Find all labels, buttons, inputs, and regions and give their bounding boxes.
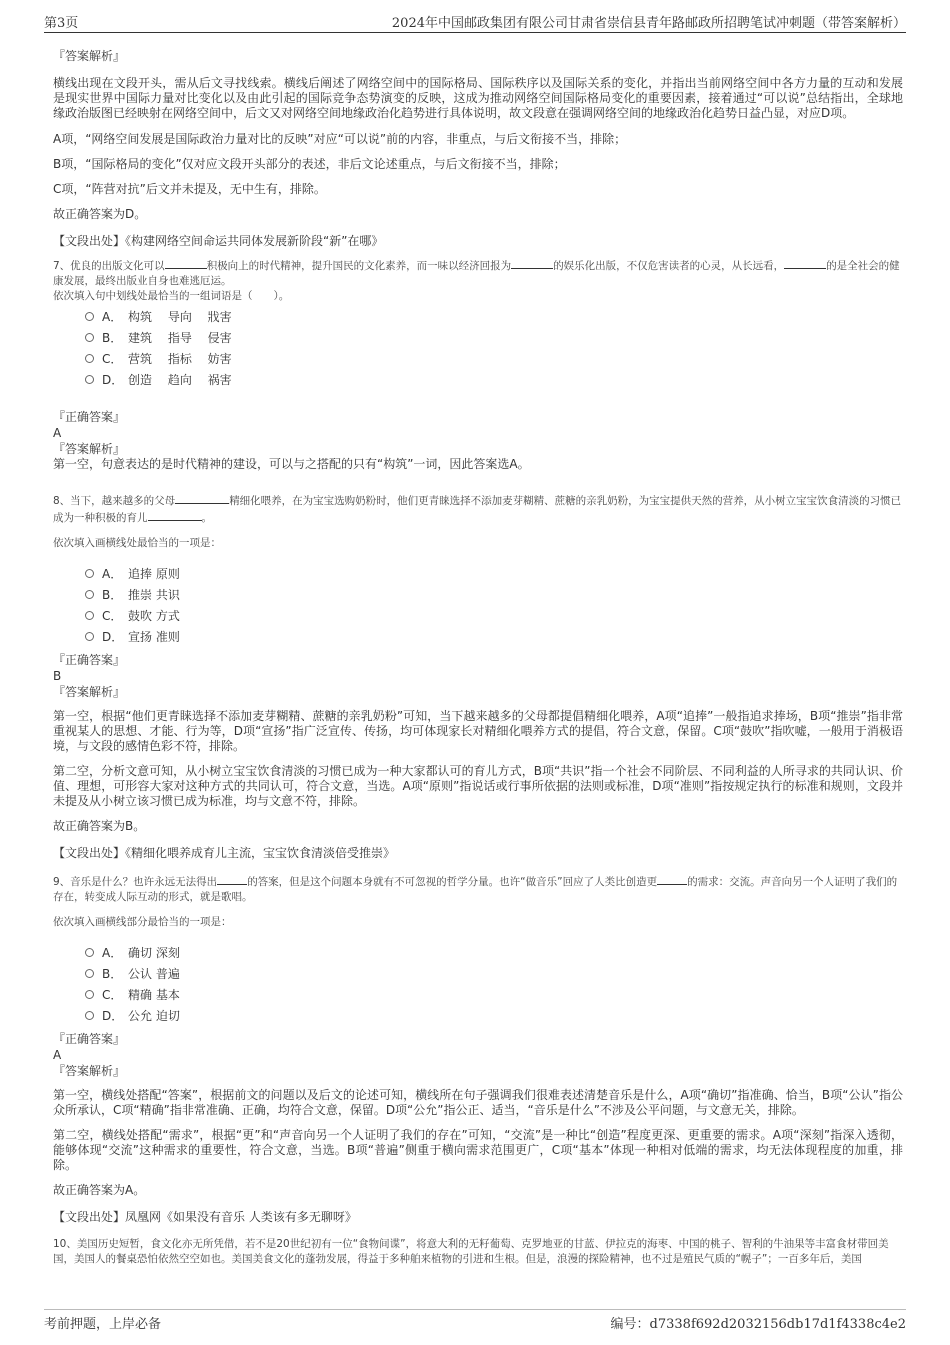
answer-label: 『正确答案』: [53, 653, 126, 667]
radio-icon[interactable]: [85, 590, 94, 599]
blank-line: [217, 873, 247, 885]
option-letter: B．: [102, 331, 123, 345]
footer-divider: [44, 1309, 906, 1310]
radio-icon[interactable]: [85, 1011, 94, 1020]
stem-text: 9、音乐是什么？也许永远无法得出: [53, 876, 218, 888]
analysis-label: 『答案解析』: [53, 49, 126, 63]
option-letter: A．: [102, 310, 123, 324]
radio-icon[interactable]: [85, 375, 94, 384]
page-number: 第3页: [44, 16, 79, 31]
stem-text: 。: [201, 512, 212, 524]
option-letter: D．: [102, 630, 124, 644]
document-id: 编号：d7338f692d2032156db17d1f4338c4e2: [610, 1317, 906, 1332]
radio-icon[interactable]: [85, 312, 94, 321]
analysis-label: 『答案解析』: [53, 685, 126, 699]
stem-text: 7、优良的出版文化可以: [53, 260, 165, 272]
option-letter: D．: [102, 1009, 124, 1023]
stem-text: 8、当下，越来越多的父母: [53, 495, 176, 507]
option-b[interactable]: [53, 328, 903, 349]
blank-line: [657, 873, 687, 885]
option-c[interactable]: [53, 985, 903, 1006]
option-text: 推崇 共识: [128, 588, 180, 602]
page-header: [44, 10, 906, 33]
analysis-paragraph: C项，“阵营对抗”后文并未提及，无中生有，排除。: [53, 182, 326, 196]
question-stem: [53, 492, 903, 526]
radio-icon[interactable]: [85, 354, 94, 363]
question-stem: [53, 873, 903, 905]
stem-text: 的答案，但是这个问题本身就有不可忽视的哲学分量。也许“做音乐”回应了人类比创造更: [247, 876, 658, 888]
option-letter: C．: [102, 609, 123, 623]
source-citation: 【文段出处】《构建网络空间命运共同体发展新阶段“新”在哪》: [53, 234, 384, 248]
question-instruction: 依次填入画横线部分最恰当的一项是：: [53, 916, 232, 928]
option-letter: C．: [102, 352, 123, 366]
radio-icon[interactable]: [85, 948, 94, 957]
analysis-paragraph: 第二空，分析文意可知，从小树立宝宝饮食清淡的习惯已成为一种大家都认可的育儿方式，B项“共识”指一个社会不同阶层、不同利益的人所寻求的共同认识、价值、理想，可形容大家对这种方式的共同认可，符合文意，当选。A项“原则”指说话或行事所依据的法则或标准，D项“准则”指按规定执行的标准和规则，文段并未提及从小树立该习惯已成为标准，均与文意不符，排除。: [53, 764, 903, 808]
analysis-paragraph: 第一空，句意表达的是时代精神的建设，可以与之搭配的只有“构筑”一词，因此答案选A。: [53, 457, 530, 471]
option-a[interactable]: [53, 307, 903, 328]
document-title: 2024年中国邮政集团有限公司甘肃省崇信县青年路邮政所招聘笔试冲刺题（带答案解析）: [391, 16, 906, 31]
stem-text: 精细化喂养，在为宝宝选购奶粉时，他们更青睐选择不添加麦芽糊精、蔗糖的亲乳奶粉，为宝宝提供天然的营养，从小树立宝宝饮食清淡的习惯已成为一种积极的育儿: [53, 495, 902, 524]
option-d[interactable]: [53, 1006, 903, 1027]
stem-text: 的需求：交流。声音向另一个人证明了我们的存在，转变成人际互动的形式，就是歌唱。: [53, 876, 898, 903]
question-instruction: 依次填入句中划线处最恰当的一组词语是（ ）。: [53, 290, 290, 302]
option-text: 宣扬 准则: [128, 630, 180, 644]
options-list: [53, 943, 903, 1027]
radio-icon[interactable]: [85, 333, 94, 342]
answer-value: A: [53, 426, 62, 440]
conclusion: 故正确答案为D。: [53, 207, 147, 221]
question-instruction: 依次填入画横线处最恰当的一项是：: [53, 537, 221, 549]
blank-line: [165, 257, 207, 269]
option-c[interactable]: [53, 349, 903, 370]
document-body: [53, 46, 903, 1267]
option-c[interactable]: [53, 606, 903, 627]
footer-slogan: 考前押题，上岸必备: [44, 1317, 162, 1332]
option-letter: D．: [102, 373, 124, 387]
option-a[interactable]: [53, 943, 903, 964]
conclusion: 故正确答案为A。: [53, 1183, 146, 1197]
question-stem: [53, 257, 903, 289]
option-text: 构筑 导向 戕害: [128, 310, 232, 324]
radio-icon[interactable]: [85, 990, 94, 999]
analysis-paragraph: A项，“网络空间发展是国际政治力量对比的反映”对应“可以说”前的内容，非重点，与后文衔接不当，排除；: [53, 132, 627, 146]
analysis-paragraph: 第二空，横线处搭配“需求”，根据“更”和“声音向另一个人证明了我们的存在”可知，“交流”是一种比“创造”程度更深、更重要的需求。A项“深刻”指深入透彻，能够体现“交流”这种需求的重要性，符合文意，当选。B项“普遍”侧重于横向需求范围更广，C项“基本”体现一种相对低端的需求，均无法体现程度的加重，排除。: [53, 1128, 903, 1172]
option-text: 公认 普遍: [128, 967, 180, 981]
option-text: 创造 趋向 祸害: [128, 373, 232, 387]
stem-text: 的是全社会的健康发展，最终出版业自身也难逃厄运。: [53, 260, 900, 287]
option-text: 追捧 原则: [128, 567, 180, 581]
answer-label: 『正确答案』: [53, 1032, 126, 1046]
analysis-label: 『答案解析』: [53, 1064, 126, 1078]
radio-icon[interactable]: [85, 611, 94, 620]
answer-value: B: [53, 669, 62, 683]
option-text: 确切 深刻: [128, 946, 180, 960]
options-list: [53, 307, 903, 391]
option-d[interactable]: [53, 627, 903, 648]
options-list: [53, 564, 903, 648]
option-text: 鼓吹 方式: [128, 609, 180, 623]
option-b[interactable]: [53, 585, 903, 606]
radio-icon[interactable]: [85, 969, 94, 978]
option-text: 精确 基本: [128, 988, 180, 1002]
option-letter: C．: [102, 988, 123, 1002]
option-letter: A．: [102, 946, 123, 960]
question-stem: 10、美国历史短暂，食文化亦无所凭借，若不是20世纪初有一位“食物间谍”，将意大利的无籽葡萄、克罗地亚的甘蓝、伊拉克的海枣、中国的桃子、智利的牛油果等丰富食材带回美国，美国人的餐桌恐怕依然空空如也。美国美食文化的蓬勃发展，得益于多种舶来植物的引进和生根。但是，浪漫的探险精神，也不过是殖民气质的“幌子”；一百多年后，美国: [53, 1238, 889, 1265]
source-citation: 【文段出处】《精细化喂养成育儿主流，宝宝饮食清淡倍受推崇》: [53, 846, 396, 860]
analysis-paragraph: 第一空，根据“他们更青睐选择不添加麦芽糊精、蔗糖的亲乳奶粉”可知，当下越来越多的父母都提倡精细化喂养，A项“追捧”一般指追求捧场，B项“推崇”指非常重视某人的思想、才能、行为等，D项“宣扬”指广泛宣传、传扬，均可体现家长对精细化喂养方式的提倡，符合文意，保留。C项“鼓吹”指吹嘘，一般用于消极语境，与文段的感情色彩不符，排除。: [53, 709, 903, 753]
analysis-paragraph: B项，“国际格局的变化”仅对应文段开头部分的表述，非后文论述重点，与后文衔接不当，排除；: [53, 157, 566, 171]
blank-line: [148, 509, 202, 521]
radio-icon[interactable]: [85, 569, 94, 578]
source-citation: 【文段出处】凤凰网《如果没有音乐 人类该有多无聊呀》: [53, 1210, 357, 1224]
stem-text: 的娱乐化出版，不仅危害读者的心灵，从长远看，: [553, 260, 785, 272]
option-letter: B．: [102, 588, 123, 602]
option-letter: A．: [102, 567, 123, 581]
option-text: 建筑 指导 侵害: [128, 331, 232, 345]
conclusion: 故正确答案为B。: [53, 819, 146, 833]
blank-line: [511, 257, 553, 269]
analysis-label: 『答案解析』: [53, 442, 126, 456]
analysis-paragraph: 第一空，横线处搭配“答案”，根据前文的问题以及后文的论述可知，横线所在句子强调我们很难表述清楚音乐是什么，A项“确切”指准确、恰当，B项“公认”指公众所承认，C项“精确”指非常准确、正确，均符合文意，保留。D项“公允”指公正、适当，“音乐是什么”不涉及公平问题，与文意无关，排除。: [53, 1088, 903, 1117]
answer-label: 『正确答案』: [53, 410, 126, 424]
option-b[interactable]: [53, 964, 903, 985]
blank-line: [175, 492, 229, 504]
answer-value: A: [53, 1048, 62, 1062]
option-text: 营筑 指标 妨害: [128, 352, 232, 366]
analysis-paragraph: 横线出现在文段开头，需从后文寻找线索。横线后阐述了网络空间中的国际格局、国际秩序以及国际关系的变化，并指出当前网络空间中各方力量的互动和发展是现实世界中国际力量对比变化以及由此引起的国际竞争态势演变的反映，这成为推动网络空间国际格局变化的重要因素，接着通过“可以说”总结指出，全球地缘政治版图已经映射在网络空间中，后文又对网络空间地缘政治化趋势进行具体说明，故文段意在强调网络空间的地缘政治化趋势日益凸显，对应D项。: [53, 76, 903, 120]
option-text: 公允 迫切: [128, 1009, 180, 1023]
blank-line: [784, 257, 826, 269]
option-a[interactable]: [53, 564, 903, 585]
radio-icon[interactable]: [85, 632, 94, 641]
stem-text: 积极向上的时代精神，提升国民的文化素养，而一味以经济回报为: [206, 260, 512, 272]
option-d[interactable]: [53, 370, 903, 391]
option-letter: B．: [102, 967, 123, 981]
